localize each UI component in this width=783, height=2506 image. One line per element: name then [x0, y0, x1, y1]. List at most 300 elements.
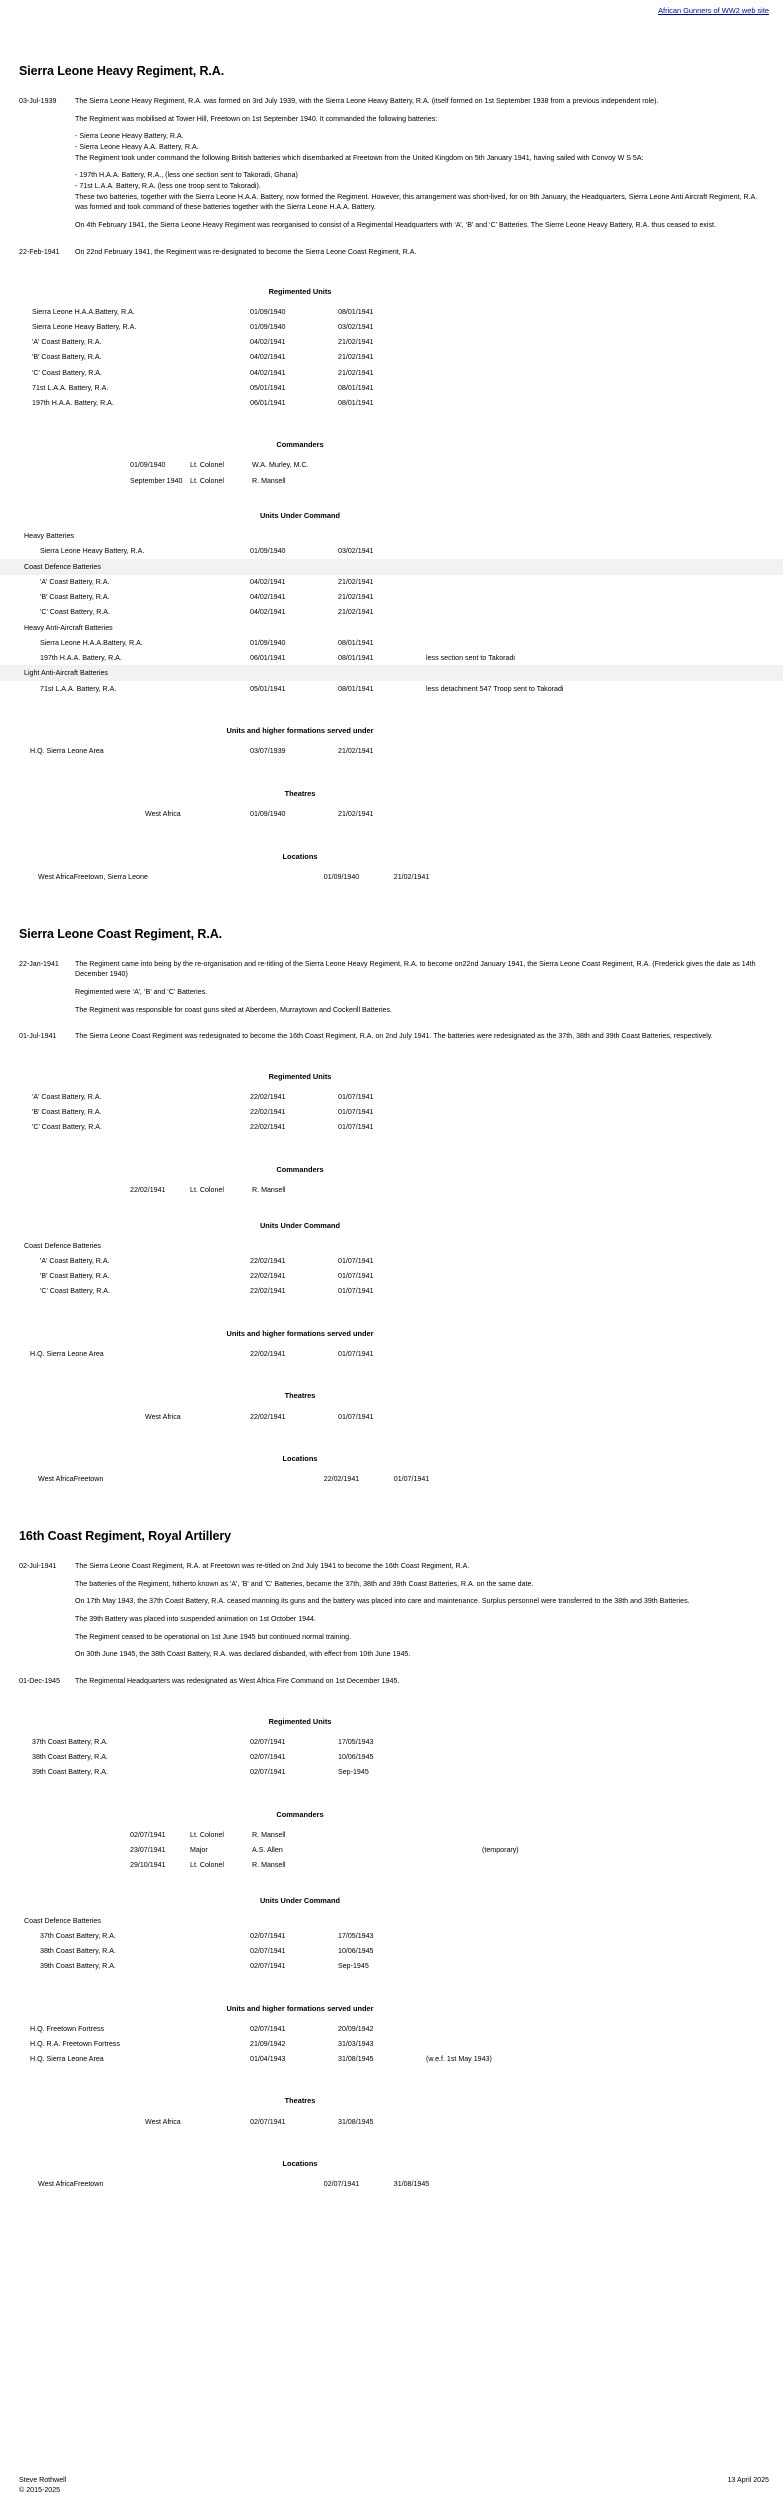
unit-name: Sierra Leone H.A.A.Battery, R.A.	[32, 308, 135, 317]
unit-name: 'A' Coast Battery, R.A.	[40, 578, 110, 587]
spacer	[0, 1974, 783, 1990]
commanders-heading: Commanders	[276, 440, 324, 450]
history-list-item: - Sierra Leone Heavy Battery, R.A.	[75, 132, 184, 141]
unit-from-date: 04/02/1941	[250, 578, 286, 587]
unit-name: 38th Coast Battery, R.A.	[40, 1946, 116, 1955]
unit-name: 71st L.A.A. Battery, R.A.	[40, 684, 117, 693]
theatres-heading: Theatres	[284, 2096, 316, 2106]
spacer	[0, 1487, 783, 1527]
history-paragraph: The Sierra Leone Heavy Regiment, R.A. was formed on 3rd July 1939, with the Sierra Leone Heavy Battery, R.A. (itself formed on 1st September 1938 from a previous independent role).	[75, 97, 659, 106]
unit-note	[426, 1943, 783, 1958]
table-row	[0, 2021, 783, 2036]
locations-heading: Locations	[282, 2159, 318, 2169]
spacer	[0, 1424, 783, 1440]
spacer	[0, 759, 783, 775]
unit-to-date: 21/02/1941	[338, 353, 374, 362]
history-date: 22-Jan-1941	[19, 959, 59, 968]
table-row	[0, 1346, 783, 1361]
location-place: Freetown, Sierra Leone	[73, 872, 148, 881]
commander-date: September 1940	[130, 476, 183, 485]
table-row	[0, 380, 783, 395]
commander-name: A.S. Allen	[252, 1845, 283, 1854]
page-footer	[0, 2475, 783, 2496]
history-date: 01-Jul-1941	[19, 1032, 57, 1041]
unit-name: 'C' Coast Battery, R.A.	[40, 608, 110, 617]
regimented-units-heading: Regimented Units	[268, 1071, 332, 1081]
commander-date: 02/07/1941	[130, 1830, 166, 1839]
history-date: 03-Jul-1939	[19, 97, 57, 106]
formations-served-under-table	[0, 1346, 783, 1361]
location-place: Freetown	[73, 2180, 104, 2189]
unit-from-date: 05/01/1941	[250, 684, 286, 693]
commanders-table	[0, 1183, 783, 1198]
table-row	[0, 1943, 783, 1958]
unit-from-date: 02/07/1941	[250, 1946, 286, 1955]
history-list-item: - Sierra Leone Heavy A.A. Battery, R.A.	[75, 143, 199, 152]
spacer	[0, 1049, 783, 1058]
regiment-section	[0, 1487, 783, 2192]
formation-name: H.Q. Sierra Leone Area	[30, 1349, 104, 1358]
top-link-bar	[0, 0, 783, 22]
location-place: Freetown	[73, 1475, 104, 1484]
location-theatre: West Africa	[38, 872, 74, 881]
commander-rank: Major	[190, 1845, 208, 1854]
spacer	[0, 1299, 783, 1315]
table-row	[0, 807, 783, 822]
unit-from-date: 06/01/1941	[250, 398, 286, 407]
table-row	[0, 320, 783, 335]
unit-to-date: 01/07/1941	[338, 1108, 374, 1117]
unit-note: less section sent to Takoradi	[426, 653, 515, 662]
spacer	[0, 2066, 783, 2082]
commander-note	[482, 1183, 783, 1198]
unit-name: 37th Coast Battery, R.A.	[40, 1931, 116, 1940]
unit-from-date: 22/02/1941	[250, 1271, 286, 1280]
history-body	[71, 1561, 769, 1667]
spacer	[0, 696, 783, 712]
history-paragraph: These two batteries, together with the Sierra Leone H.A.A. Battery, now formed the Regiment. However, this arrangement was short-lived, for on 9th January, the Headquarters, Sierra Leone Anti Aircraft Regiment, R.A. was formed and took command of these batteries together with the Sierra Leone H.A.A. Battery.	[75, 192, 758, 212]
regiment-section	[0, 22, 783, 885]
spacer	[0, 238, 783, 247]
location-theatre: West Africa	[38, 2180, 74, 2189]
unit-name: 197th H.A.A. Battery, R.A.	[32, 398, 114, 407]
unit-note	[426, 335, 783, 350]
theatres-table	[0, 2114, 783, 2129]
table-row	[0, 1928, 783, 1943]
table-row	[0, 1765, 783, 1780]
table-row	[0, 2177, 783, 2192]
commander-date: 23/07/1941	[130, 1845, 166, 1854]
spacer	[0, 1873, 783, 1882]
spacer	[0, 1135, 783, 1151]
unit-name: 'B' Coast Battery, R.A.	[32, 353, 102, 362]
spacer	[0, 943, 783, 959]
unit-name: 39th Coast Battery, R.A.	[40, 1961, 116, 1970]
unit-from-date: 02/07/1941	[250, 1752, 286, 1761]
table-row	[0, 458, 783, 473]
regimented-units-heading: Regimented Units	[268, 287, 332, 297]
table-row	[0, 681, 783, 696]
commander-rank: Lt. Colonel	[190, 476, 224, 485]
unit-note	[426, 1120, 783, 1135]
theatre-to-date: 31/08/1945	[338, 2117, 374, 2126]
unit-note	[426, 1253, 783, 1268]
commanders-heading: Commanders	[276, 1809, 324, 1819]
table-row	[0, 1183, 783, 1198]
formation-from-date: 22/02/1941	[250, 1349, 286, 1358]
unit-from-date: 02/07/1941	[250, 1931, 286, 1940]
unit-note	[426, 575, 783, 590]
table-row	[0, 350, 783, 365]
unit-note	[426, 350, 783, 365]
history-date: 01-Dec-1945	[19, 1677, 61, 1686]
units-under-command-table	[0, 1238, 783, 1298]
page-title: 16th Coast Regiment, Royal Artillery	[19, 1529, 231, 1544]
table-row	[0, 1472, 783, 1487]
unit-name: 197th H.A.A. Battery, R.A.	[40, 653, 122, 662]
history-paragraph: The Regiment came into being by the re-organisation and re-titling of the Sierra Leone Heavy Regiment, R.A. to become on22nd January 1941, the Sierra Leone Coast Regiment, R.A. (Frederick gives the date as 14th December 1940)	[75, 959, 756, 979]
unit-name: 'B' Coast Battery, R.A.	[32, 1108, 102, 1117]
unit-note	[426, 590, 783, 605]
unit-from-date: 22/02/1941	[250, 1093, 286, 1102]
unit-group-label: Heavy Anti-Aircraft Batteries	[24, 623, 113, 632]
formations-served-under-table	[0, 2021, 783, 2066]
formation-to-date: 31/03/1943	[338, 2039, 374, 2048]
theatre-from-date: 01/09/1940	[250, 810, 286, 819]
unit-note	[426, 1105, 783, 1120]
unit-group-row	[0, 559, 783, 575]
history-body	[71, 1031, 769, 1049]
table-row	[0, 1958, 783, 1973]
unit-from-date: 02/07/1941	[250, 1767, 286, 1776]
theatre-name: West Africa	[145, 810, 181, 819]
history-paragraph: The Sierra Leone Coast Regiment was redesignated to become the 16th Coast Regiment, R.A. on 2nd July 1941. The batteries were redesignated as the 37th, 38th and 39th Coast Batteries, respectively.	[75, 1032, 713, 1041]
unit-to-date: 01/07/1941	[338, 1287, 374, 1295]
unit-to-date: 03/02/1941	[338, 547, 374, 556]
table-row	[0, 1749, 783, 1764]
unit-note	[426, 305, 783, 320]
unit-note	[426, 395, 783, 410]
table-row	[0, 1120, 783, 1135]
history-paragraph: On 30th June 1945, the 38th Coast Battery, R.A. was declared disbanded, with effect from 10th June 1945.	[75, 1650, 411, 1659]
history-paragraph: The Regimental Headquarters was redesignated as West Africa Fire Command on 1st December 1945.	[75, 1677, 400, 1686]
theatres-table	[0, 807, 783, 822]
unit-to-date: 21/02/1941	[338, 368, 374, 377]
unit-from-date: 22/02/1941	[250, 1123, 286, 1132]
spacer	[0, 1694, 783, 1703]
unit-note	[426, 1928, 783, 1943]
formation-from-date: 02/07/1941	[250, 2024, 286, 2033]
unit-from-date: 22/02/1941	[250, 1108, 286, 1117]
african-gunners-site-link[interactable]: African Gunners of WW2 web site	[658, 6, 769, 15]
formation-to-date: 21/02/1941	[338, 747, 374, 756]
spacer	[0, 1545, 783, 1561]
history-paragraph: The Regiment was mobilised at Tower Hill, Freetown on 1st September 1940. It commanded the following batteries:	[75, 114, 438, 123]
formation-to-date: 31/08/1945	[338, 2054, 374, 2063]
commander-name: R. Mansell	[252, 476, 286, 485]
theatre-name: West Africa	[145, 1412, 181, 1421]
unit-note	[426, 605, 783, 620]
regimented-units-heading: Regimented Units	[268, 1716, 332, 1726]
formation-note: (w.e.f. 1st May 1943)	[426, 2054, 492, 2063]
unit-group-row	[0, 665, 783, 681]
commander-rank: Lt. Colonel	[190, 1830, 224, 1839]
table-row	[0, 635, 783, 650]
unit-to-date: 10/06/1945	[338, 1752, 374, 1761]
spacer	[0, 22, 783, 62]
table-row	[0, 605, 783, 620]
units-under-command-table	[0, 529, 783, 696]
location-note	[482, 2177, 783, 2192]
formations-served-under-heading: Units and higher formations served under	[226, 726, 374, 736]
spacer	[0, 1198, 783, 1207]
unit-group-label: Heavy Batteries	[24, 532, 75, 541]
commanders-table	[0, 1827, 783, 1872]
location-note	[482, 1472, 783, 1487]
page-title: Sierra Leone Heavy Regiment, R.A.	[19, 64, 225, 78]
unit-note	[426, 380, 783, 395]
unit-to-date: Sep-1945	[338, 1767, 369, 1776]
unit-to-date: 01/07/1941	[338, 1271, 374, 1280]
formation-name: H.Q. Freetown Fortress	[30, 2024, 105, 2033]
table-row	[0, 1827, 783, 1842]
unit-from-date: 04/02/1941	[250, 608, 286, 617]
unit-to-date: 01/07/1941	[338, 1123, 374, 1132]
unit-from-date: 02/07/1941	[250, 1737, 286, 1746]
unit-to-date: 21/02/1941	[338, 593, 374, 602]
unit-to-date: 08/01/1941	[338, 684, 374, 693]
history-paragraph: The 39th Battery was placed into suspended animation on 1st October 1944.	[75, 1615, 316, 1624]
spacer	[0, 885, 783, 925]
formation-from-date: 03/07/1939	[250, 747, 286, 756]
formations-served-under-heading: Units and higher formations served under	[226, 2003, 374, 2013]
unit-group-row	[0, 529, 783, 544]
unit-to-date: 08/01/1941	[338, 653, 374, 662]
unit-from-date: 01/09/1940	[250, 547, 286, 556]
unit-note	[426, 544, 783, 559]
table-row	[0, 1734, 783, 1749]
commander-rank: Lt. Colonel	[190, 1186, 224, 1195]
footer-copyright: © 2015-2025	[19, 2486, 61, 2495]
table-row	[0, 575, 783, 590]
unit-to-date: Sep-1945	[338, 1961, 369, 1970]
history-paragraph: Regimented were ‘A’, ‘B’ and ‘C’ Batteries.	[75, 988, 208, 997]
unit-to-date: 17/05/1943	[338, 1737, 374, 1746]
location-to-date: 21/02/1941	[393, 872, 430, 881]
locations-heading: Locations	[282, 1454, 318, 1464]
history-list-item: - 71st L.A.A. Battery, R.A. (less one troop sent to Takoradi).	[75, 181, 261, 190]
commander-name: W.A. Murley, M.C.	[252, 461, 309, 470]
formation-to-date: 01/07/1941	[338, 1349, 374, 1358]
spacer	[0, 264, 783, 273]
unit-name: Sierra Leone Heavy Battery, R.A.	[32, 323, 137, 332]
history-body	[71, 1676, 769, 1694]
commander-note	[482, 1827, 783, 1842]
theatre-note	[426, 1409, 783, 1424]
unit-from-date: 05/01/1941	[250, 383, 286, 392]
table-row	[0, 305, 783, 320]
locations-table	[0, 870, 783, 885]
spacer	[0, 488, 783, 497]
history-entry	[0, 959, 783, 1023]
unit-group-row	[0, 1238, 783, 1253]
table-row	[0, 395, 783, 410]
commander-note	[482, 1857, 783, 1872]
theatre-note	[426, 807, 783, 822]
commander-note	[482, 473, 783, 488]
unit-from-date: 01/09/1940	[250, 638, 286, 647]
unit-to-date: 08/01/1941	[338, 383, 374, 392]
commander-rank: Lt. Colonel	[190, 461, 224, 470]
history-entry	[0, 96, 783, 237]
table-row	[0, 590, 783, 605]
formation-name: H.Q. R.A. Freetown Fortress	[30, 2039, 120, 2048]
table-row	[0, 1269, 783, 1284]
regimented-units-table	[0, 305, 783, 410]
history-date: 22-Feb-1941	[19, 247, 60, 256]
locations-table	[0, 2177, 783, 2192]
unit-name: 'B' Coast Battery, R.A.	[40, 593, 110, 602]
unit-to-date: 21/02/1941	[338, 608, 374, 617]
units-under-command-heading: Units Under Command	[259, 1895, 341, 1905]
unit-group-label: Coast Defence Batteries	[24, 1241, 101, 1250]
units-under-command-heading: Units Under Command	[259, 511, 341, 521]
formation-name: H.Q. Sierra Leone Area	[30, 747, 104, 756]
history-entry	[0, 1031, 783, 1049]
unit-group-row	[0, 620, 783, 635]
spacer	[0, 1022, 783, 1031]
history-list-item: - 197th H.A.A. Battery, R.A., (less one section sent to Takoradi, Ghana)	[75, 171, 298, 180]
table-row	[0, 1105, 783, 1120]
unit-name: 'C' Coast Battery, R.A.	[32, 1123, 102, 1132]
commander-date: 29/10/1941	[130, 1860, 166, 1869]
history-paragraph: The Regiment ceased to be operational on 1st June 1945 but continued normal training.	[75, 1632, 352, 1641]
unit-to-date: 21/02/1941	[338, 338, 374, 347]
unit-note	[426, 1269, 783, 1284]
unit-to-date: 21/02/1941	[338, 578, 374, 587]
location-from-date: 01/09/1940	[323, 872, 360, 881]
formation-from-date: 21/09/1942	[250, 2039, 286, 2048]
formation-note	[426, 1346, 783, 1361]
theatres-heading: Theatres	[284, 1391, 316, 1401]
regimented-units-table	[0, 1734, 783, 1779]
history-paragraph: On 17th May 1943, the 37th Coast Battery, R.A. ceased manning its guns and the battery was placed into care and maintenance. Surplus personnel were transferred to the 38th and 39th Batteries.	[75, 1597, 690, 1606]
unit-note: less detachment 547 Troop sent to Takoradi	[426, 684, 564, 693]
regimented-units-table	[0, 1090, 783, 1135]
theatre-from-date: 22/02/1941	[250, 1412, 286, 1421]
unit-from-date: 22/02/1941	[250, 1287, 286, 1295]
unit-from-date: 02/07/1941	[250, 1961, 286, 1970]
footer-date: 13 April 2025	[727, 2475, 769, 2484]
commander-rank: Lt. Colonel	[190, 1860, 224, 1869]
commander-name: R. Mansell	[252, 1186, 286, 1195]
theatres-heading: Theatres	[284, 789, 316, 799]
unit-note	[426, 1765, 783, 1780]
table-row	[0, 473, 783, 488]
theatre-to-date: 01/07/1941	[338, 1412, 374, 1421]
history-body	[71, 959, 769, 1023]
unit-to-date: 03/02/1941	[338, 323, 374, 332]
unit-name: 38th Coast Battery, R.A.	[32, 1752, 108, 1761]
unit-note	[426, 1749, 783, 1764]
unit-name: Sierra Leone Heavy Battery, R.A.	[40, 547, 145, 556]
locations-table	[0, 1472, 783, 1487]
unit-name: 39th Coast Battery, R.A.	[32, 1767, 108, 1776]
unit-name: 'A' Coast Battery, R.A.	[32, 1093, 102, 1102]
unit-to-date: 01/07/1941	[338, 1256, 374, 1265]
history-paragraph: The batteries of the Regiment, hitherto known as 'A', 'B' and 'C' Batteries, became the 37th, 38th and 39th Coast Batteries, R.A. on the same date.	[75, 1579, 534, 1588]
regiment-section	[0, 885, 783, 1487]
units-under-command-heading: Units Under Command	[259, 1220, 341, 1230]
unit-from-date: 22/02/1941	[250, 1256, 286, 1265]
table-row	[0, 2051, 783, 2066]
location-from-date: 22/02/1941	[323, 1475, 360, 1484]
history-paragraph: On 22nd February 1941, the Regiment was re-designated to become the Sierra Leone Coast Regiment, R.A.	[75, 247, 417, 256]
commander-date: 01/09/1940	[130, 461, 166, 470]
commander-date: 22/02/1941	[130, 1186, 166, 1195]
table-row	[0, 1253, 783, 1268]
footer-author: Steve Rothwell	[19, 2475, 67, 2484]
spacer	[0, 410, 783, 426]
spacer	[0, 822, 783, 838]
table-row	[0, 870, 783, 885]
unit-from-date: 04/02/1941	[250, 338, 286, 347]
table-row	[0, 1090, 783, 1105]
unit-note	[426, 365, 783, 380]
unit-from-date: 04/02/1941	[250, 353, 286, 362]
footer-author-block	[19, 2475, 66, 2496]
unit-note	[426, 635, 783, 650]
formation-note	[426, 2036, 783, 2051]
location-theatre: West Africa	[38, 1475, 74, 1484]
commanders-table	[0, 458, 783, 488]
history-entry	[0, 247, 783, 265]
unit-group-row	[0, 1913, 783, 1928]
spacer	[0, 2129, 783, 2145]
table-row	[0, 335, 783, 350]
unit-from-date: 01/09/1940	[250, 323, 286, 332]
unit-name: Sierra Leone H.A.A.Battery, R.A.	[40, 638, 143, 647]
history-paragraph: The Sierra Leone Coast Regiment, R.A. at Freetown was re-titled on 2nd July 1941 to become the 16th Coast Regiment, R.A.	[75, 1562, 470, 1571]
formation-note	[426, 2021, 783, 2036]
history-paragraph: The Regiment took under command the following British batteries which disembarked at Freetown from the United Kingdom on 5th January 1941, having sailed with Convoy W S 5A:	[75, 153, 644, 162]
history-paragraph: On 4th February 1941, the Sierra Leone Heavy Regiment was reorganised to consist of a Regimental Headquarters with ‘A’, ‘B’ and ‘C’ Batteries. The Sierre Leone Heavy Battery, R.A. thus ceased to exist.	[75, 220, 716, 229]
table-row	[0, 544, 783, 559]
commanders-heading: Commanders	[276, 1164, 324, 1174]
spacer	[0, 80, 783, 96]
unit-note	[426, 320, 783, 335]
formation-note	[426, 744, 783, 759]
unit-from-date: 06/01/1941	[250, 653, 286, 662]
unit-group-label: Light Anti-Aircraft Batteries	[24, 669, 108, 678]
unit-name: 71st L.A.A. Battery, R.A.	[32, 383, 109, 392]
table-row	[0, 1284, 783, 1299]
spacer	[0, 1361, 783, 1377]
unit-from-date: 04/02/1941	[250, 593, 286, 602]
unit-group-label: Coast Defence Batteries	[24, 562, 101, 571]
history-entry	[0, 1676, 783, 1694]
commander-name: R. Mansell	[252, 1830, 286, 1839]
unit-note	[426, 1958, 783, 1973]
history-body	[71, 96, 769, 237]
history-paragraph: The Regiment was responsible for coast guns sited at Aberdeen, Murraytown and Cockerill Batteries.	[75, 1005, 393, 1014]
unit-from-date: 01/09/1940	[250, 308, 286, 317]
unit-from-date: 04/02/1941	[250, 368, 286, 377]
theatre-name: West Africa	[145, 2117, 181, 2126]
commander-name: R. Mansell	[252, 1860, 286, 1869]
formations-served-under-table	[0, 744, 783, 759]
unit-name: 'C' Coast Battery, R.A.	[32, 368, 102, 377]
